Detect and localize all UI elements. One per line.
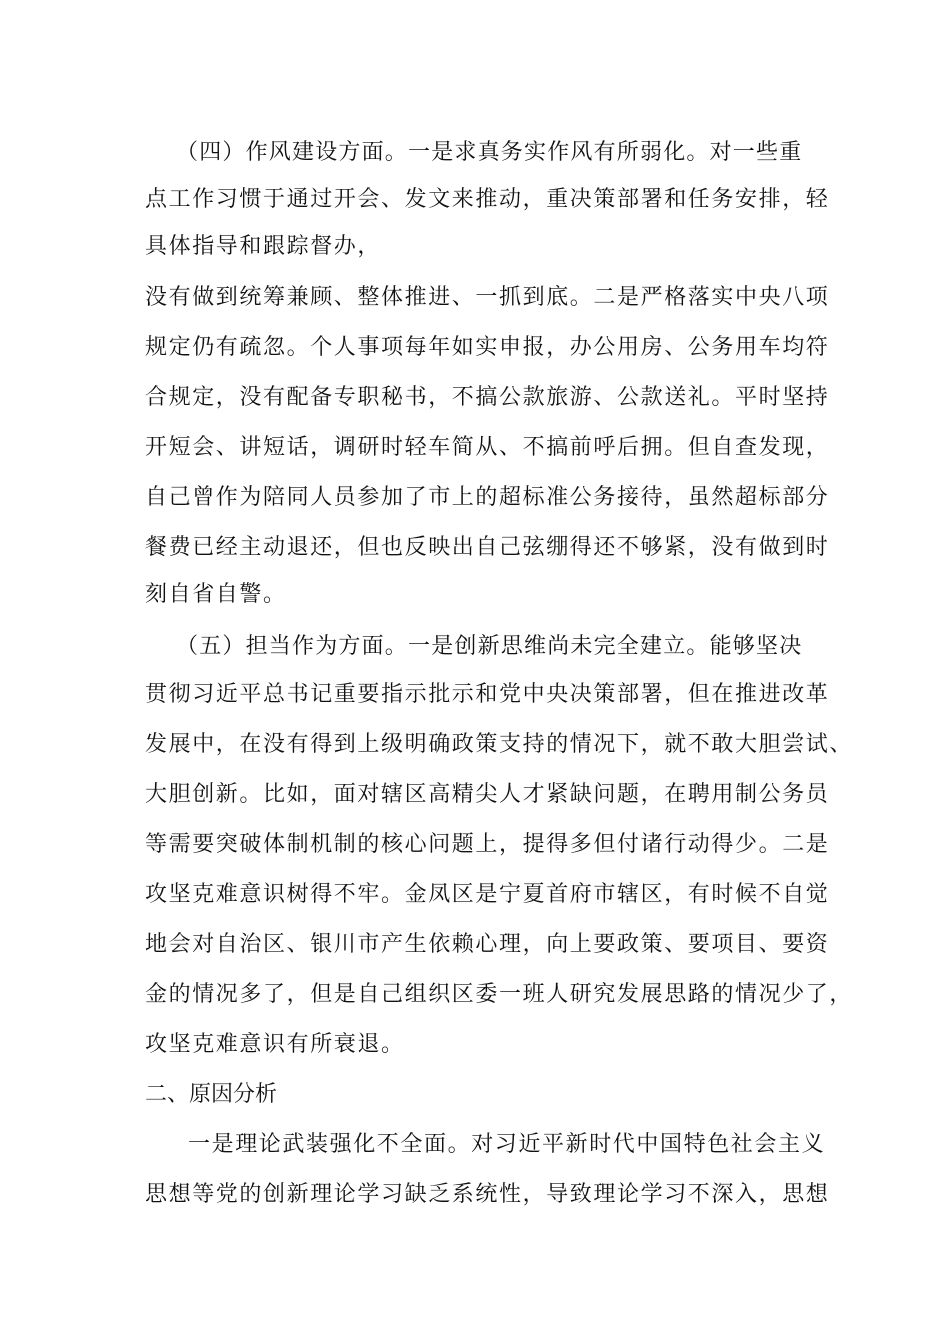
text-line: 规定仍有疏忽。个人事项每年如实申报，办公用房、公务用车均符 xyxy=(145,335,830,360)
text-line: 点工作习惯于通过开会、发文来推动，重决策部署和任务安排，轻 xyxy=(145,187,830,212)
text-line: 自己曾作为陪同人员参加了市上的超标准公务接待，虽然超标部分 xyxy=(145,485,830,510)
text-line: 地会对自治区、银川市产生依赖心理，向上要政策、要项目、要资 xyxy=(145,932,830,957)
text-line: 餐费已经主动退还，但也反映出自己弦绷得还不够紧，没有做到时 xyxy=(145,535,830,560)
text-line: 开短会、讲短话，调研时轻车简从、不搞前呼后拥。但自查发现， xyxy=(145,435,830,460)
text-line: 贯彻习近平总书记重要指示批示和党中央决策部署，但在推进改革 xyxy=(145,682,830,707)
text-line: 没有做到统筹兼顾、整体推进、一抓到底。二是严格落实中央八项 xyxy=(145,285,830,310)
text-line: 等需要突破体制机制的核心问题上，提得多但付诸行动得少。二是 xyxy=(145,832,830,857)
text-line: 大胆创新。比如，面对辖区高精尖人才紧缺问题，在聘用制公务员 xyxy=(145,782,830,807)
text-line: 攻坚克难意识有所衰退。 xyxy=(145,1032,405,1057)
paragraph-heading-5: （五）担当作为方面。一是创新思维尚未完全建立。能够坚决 xyxy=(176,634,803,659)
text-line: 攻坚克难意识树得不牢。金凤区是宁夏首府市辖区，有时候不自觉 xyxy=(145,882,830,907)
text-line: 一是理论武装强化不全面。对习近平新时代中国特色社会主义 xyxy=(188,1132,826,1157)
text-line: 发展中，在没有得到上级明确政策支持的情况下，就不敢大胆尝试、 xyxy=(145,732,854,757)
text-line: 刻自省自警。 xyxy=(145,582,287,607)
text-line: 具体指导和跟踪督办， xyxy=(145,234,382,259)
paragraph-heading-4: （四）作风建设方面。一是求真务实作风有所弱化。对一些重 xyxy=(176,140,803,165)
text-line: 思想等党的创新理论学习缺乏系统性，导致理论学习不深入，思想 xyxy=(145,1182,830,1207)
text-line: 金的情况多了，但是自己组织区委一班人研究发展思路的情况少了， xyxy=(145,982,854,1007)
text-line: 合规定，没有配备专职秘书，不搞公款旅游、公款送礼。平时坚持 xyxy=(145,385,830,410)
section-heading: 二、原因分析 xyxy=(145,1082,278,1107)
